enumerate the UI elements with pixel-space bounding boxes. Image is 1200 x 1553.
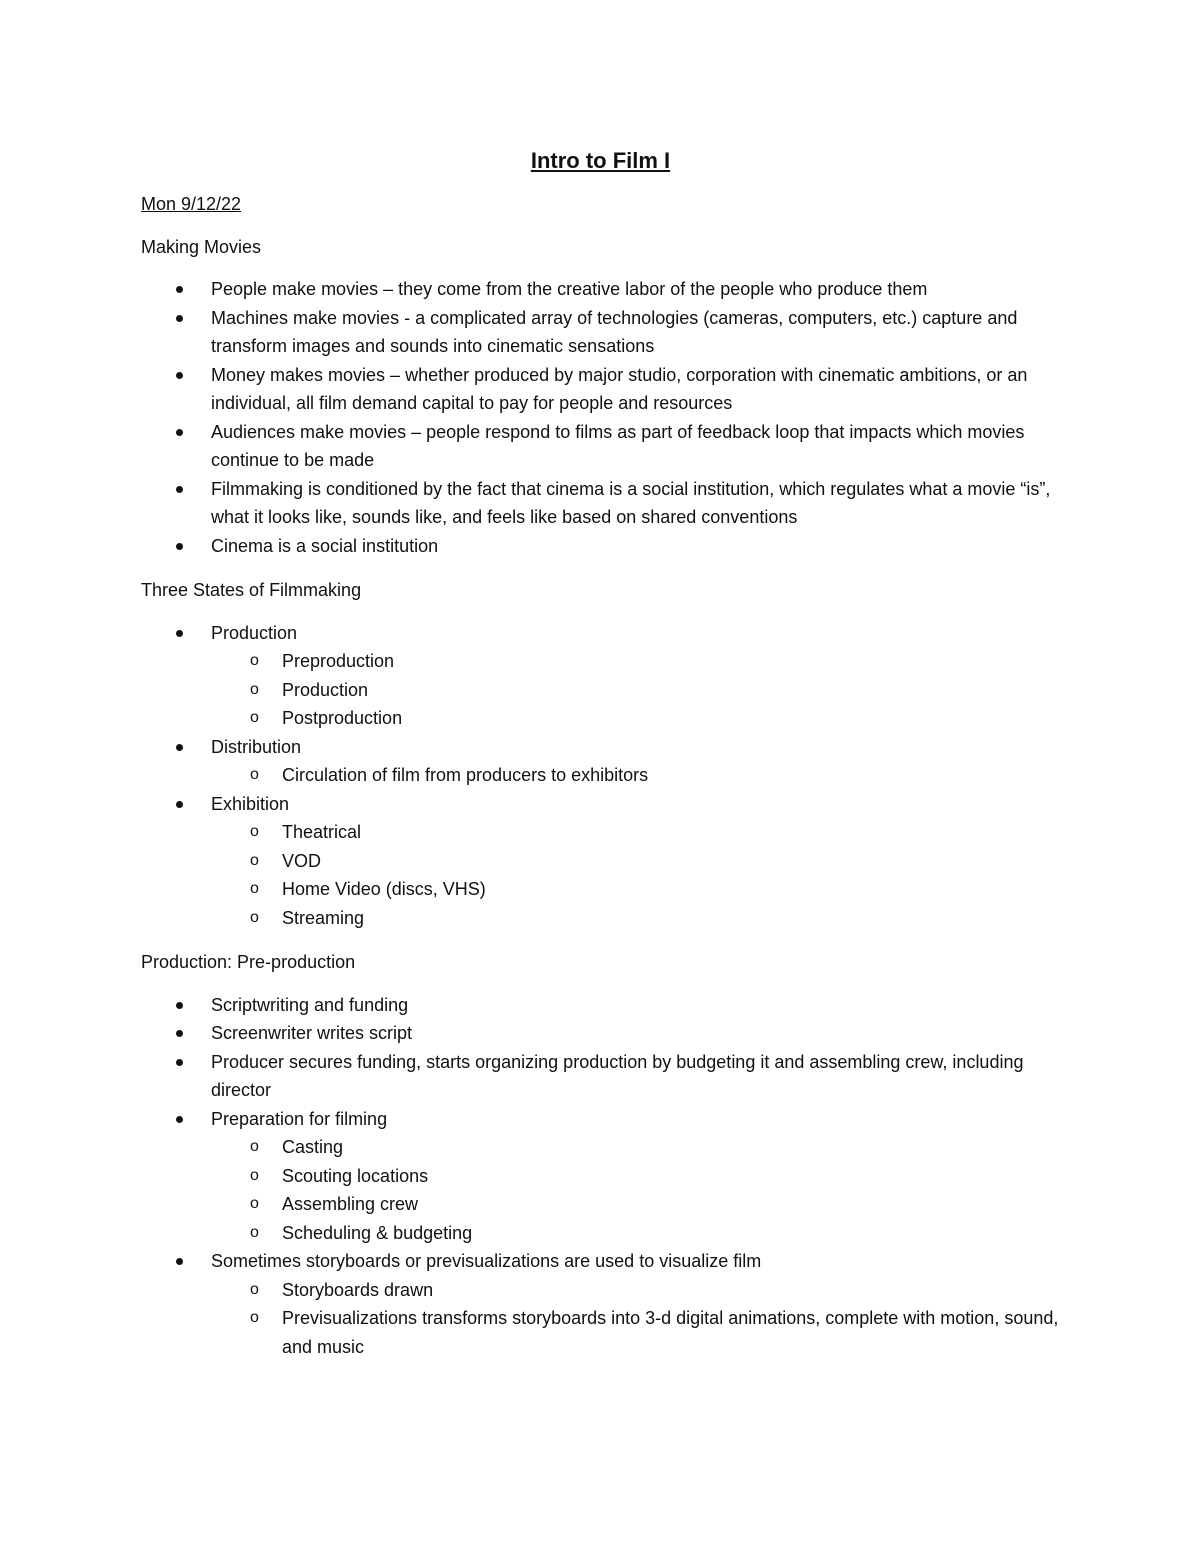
sublist-item: o Scheduling & budgeting	[282, 1219, 1060, 1248]
pre-production-list	[141, 991, 1060, 1362]
list-item: Producer secures funding, starts organizing production by budgeting it and assembling crew, including director	[211, 1048, 1060, 1105]
list-item	[211, 619, 1060, 733]
lecture-date: Mon 9/12/22	[141, 194, 242, 214]
sublist-item: o Assembling crew	[282, 1190, 1060, 1219]
list-item	[211, 733, 1060, 790]
list-item-text: Sometimes storyboards or previsualizations are used to visualize film	[211, 1251, 762, 1271]
sublist-item: o Storyboards drawn	[282, 1276, 1060, 1305]
list-item-text: Preparation for filming	[211, 1108, 388, 1129]
list-item: Money makes movies – whether produced by major studio, corporation with cinematic ambitions, or an individual, all film demand capital to pay for people and resources	[211, 361, 1060, 418]
sublist-item: o Preproduction	[282, 647, 1060, 676]
sublist-item: o Streaming	[282, 904, 1060, 933]
list-item	[211, 790, 1060, 933]
sublist	[211, 818, 1060, 932]
list-item	[211, 1105, 1060, 1248]
list-item-text: Exhibition	[211, 793, 290, 814]
sublist	[211, 1276, 1060, 1362]
list-item: Filmmaking is conditioned by the fact that cinema is a social institution, which regulates what a movie “is”, what it looks like, sounds like, and feels like based on shared conventions	[211, 475, 1060, 532]
sublist	[211, 647, 1060, 733]
document-title: Intro to Film I	[530, 148, 671, 173]
sublist-item: o VOD	[282, 847, 1060, 876]
sublist-item: o Production	[282, 676, 1060, 705]
sublist-item: o Theatrical	[282, 818, 1060, 847]
section-heading-pre-production: Production: Pre-production	[141, 952, 356, 972]
section-heading-making-movies: Making Movies	[141, 236, 262, 257]
sublist-item: o Circulation of film from producers to exhibitors	[282, 761, 1060, 790]
three-states-list	[141, 619, 1060, 933]
list-item-text: Distribution	[211, 736, 302, 757]
list-item: People make movies – they come from the creative labor of the people who produce them	[211, 275, 1060, 304]
sublist-item: o Scouting locations	[282, 1162, 1060, 1191]
sublist	[211, 761, 1060, 790]
list-item: Cinema is a social institution	[211, 532, 1060, 561]
sublist-item: o Previsualizations transforms storyboards into 3-d digital animations, complete with motion, sound, and music	[282, 1304, 1060, 1361]
list-item: Scriptwriting and funding	[211, 991, 1060, 1020]
sublist-item: o Home Video (discs, VHS)	[282, 875, 1060, 904]
list-item-text: Production	[211, 622, 298, 643]
sublist	[211, 1133, 1060, 1247]
list-item	[211, 1247, 1060, 1361]
section-heading-three-states: Three States of Filmmaking	[141, 580, 362, 600]
list-item: Screenwriter writes script	[211, 1019, 1060, 1048]
list-item: Audiences make movies – people respond to films as part of feedback loop that impacts which movies continue to be made	[211, 418, 1060, 475]
sublist-item: o Casting	[282, 1133, 1060, 1162]
list-item: Machines make movies - a complicated array of technologies (cameras, computers, etc.) capture and transform images and sounds into cinematic sensations	[211, 304, 1060, 361]
making-movies-list	[141, 275, 1060, 560]
sublist-item: o Postproduction	[282, 704, 1060, 733]
